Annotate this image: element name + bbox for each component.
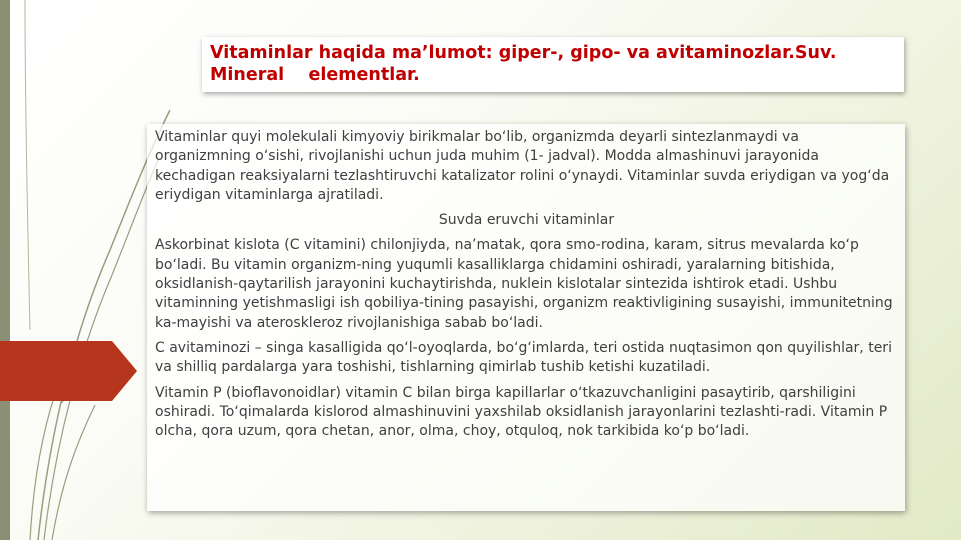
vitamin-c-paragraph: Askorbinat kislota (C vitamini) chilonjiyda, na’matak, qora smo-rodina, karam, sitrus mevalarda ko‘p bo‘ladi. Bu vitamin organizm-ning yuqumli kasalliklarga chidamini oshiradi, yaralarning bitishida, oksidlanish-qaytarilish jarayonini kuchaytirishda, nuklein kislotalar sintezida ishtirok etadi. Ushbu vitaminning yetishmasligi ish qobiliya-tining pasayishi, organizm reaktivligining susayishi, immunitetning ka-mayishi va ateroskleroz rivojlanishiga sabab bo‘ladi. [155,237,893,331]
slide-title: Vitaminlar haqida ma’lumot: giper-, gipo- va avitaminozlar.Suv. Mineral elementlar. [210,43,837,85]
content-box [147,124,905,511]
red-arrow-shape [0,341,137,401]
vitamin-p-paragraph: Vitamin P (bioflavonoidlar) vitamin C bilan birga kapillarlar o‘tkazuvchanligini pasaytirib, qarshiligini oshiradi. To‘qimalarda kislorod almashinuvini yaxshilab oksidlanish jarayonlarini tezlashti-radi. Vitamin P olcha, qora uzum, qora chetan, anor, olma, choy, otquloq, nok tarkibida ko‘p bo‘ladi. [155,384,888,440]
avitaminosis-paragraph: C avitaminozi – singa kasalligida qo‘l-oyoqlarda, bo‘g‘imlarda, teri ostida nuqtasimon qon quyilishlar, teri va shilliq pardalarga yara toshishi, tishlarning qimirlab tushib ketishi kuzatiladi. [155,339,892,376]
section-heading: Suvda eruvchi vitaminlar [438,212,615,229]
intro-paragraph: Vitaminlar quyi molekulali kimyoviy birikmalar bo‘lib, organizmda deyarli sintezlanmaydi va organizmning o‘sishi, rivojlanishi uchun juda muhim (1- jadval). Modda almashinuvi jarayonida kechadigan reaksiyalarni tezlashtiruvchi katalizator rolini o‘ynaydi. Vitaminlar suvda eriydigan va yog‘da eriydigan vitaminlarga ajratiladi. [155,129,890,203]
title-box [202,37,904,92]
